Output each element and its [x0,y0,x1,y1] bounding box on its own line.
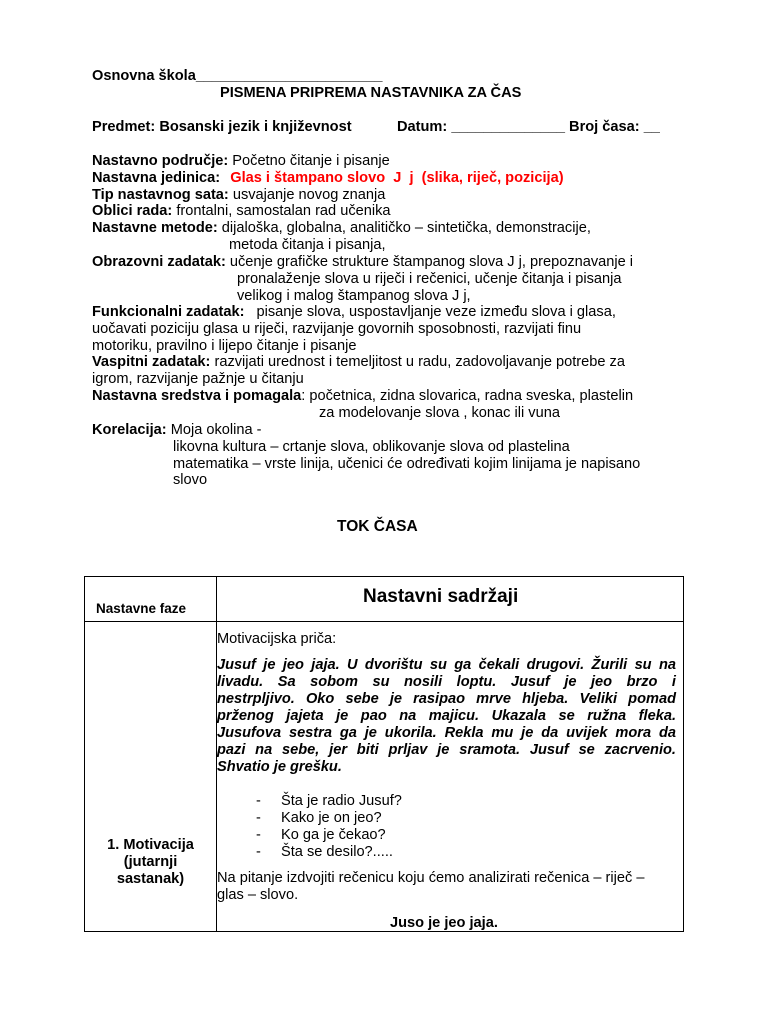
analysis-line-1: Na pitanje izdvojiti rečenicu koju ćemo analizirati rečenica – riječ – [217,870,645,886]
field-unit [92,170,564,187]
upbringing-value: razvijati urednost i temeljitost u radu, zadovoljavanje potrebe za [214,354,625,370]
table-header-divider [85,621,683,622]
school-line: Osnovna škola_______________________ [92,68,383,84]
list-dash: - [256,827,261,843]
edu-value: učenje grafičke strukture štampanog slova J j, prepoznavanje i [229,254,634,270]
methods-value: dijaloška, globalna, analitičko – sintetička, demonstracije, [221,220,591,236]
list-dash: - [256,810,261,826]
date-line [397,119,660,136]
func-value-cont-1: uočavati poziciju glasa u riječi, razvijanje govornih sposobnosti, razvijati finu [92,321,582,337]
correlation-label: Korelacija: [92,422,167,438]
field-tools [92,388,633,405]
analysis-sentence: Juso je jeo jaja. [390,915,498,931]
question-text: Kako je on jeo? [281,810,382,826]
story-line: nestrpljivo. Oko sebe je rasipao mrve hljeba. Veliki pomad [217,691,676,707]
correlation-value-cont-2: matematika – vrste linija, učenici će određivati kojim linijama je napisano [173,456,641,472]
edu-label: Obrazovni zadatak: [92,254,226,270]
methods-value-cont: metoda čitanja i pisanja, [229,237,386,253]
area-label: Nastavno područje: [92,153,229,169]
analysis-line-2: glas – slovo. [217,887,299,903]
correlation-value: Moja okolina - [170,422,262,438]
subject-value: Bosanski jezik i književnost [159,119,352,135]
phase-line-2: (jutarnji [123,854,178,870]
forms-label: Oblici rada: [92,203,173,219]
unit-label: Nastavna jedinica: [92,170,221,186]
field-forms [92,203,391,220]
lesson-number-blank: __ [643,119,660,135]
story-intro: Motivacijska priča: [217,631,337,647]
upbringing-value-cont: igrom, razvijanje pažnje u čitanju [92,371,304,387]
tools-value-cont: za modelovanje slova , konac ili vuna [319,405,560,421]
story-line: prženog jajeta je pao na majicu. Ukazala se ružna fleka. [217,708,676,724]
tools-label: Nastavna sredstva i pomagala [92,388,302,404]
func-value: pisanje slova, uspostavljanje veze između slova i glasa, [256,304,616,320]
phase-line-1: 1. Motivacija [107,837,194,853]
func-value-cont-2: motoriku, pravilno i lijepo čitanje i pisanje [92,338,357,354]
story-line: pazi na sebe, jer biti prljav je sramota. Jusuf se zacrvenio. [217,742,676,758]
subject-label: Predmet: [92,119,156,135]
document-title: PISMENA PRIPREMA NASTAVNIKA ZA ČAS [220,85,522,101]
edu-value-cont-1: pronalaženje slova u riječi i rečenici, učenje čitanja i pisanja [237,271,622,287]
story-line: Shvatio je grešku. [217,759,342,775]
motivation-story [217,657,676,776]
subject-line [92,119,352,136]
phase-line-3: sastanak) [116,871,185,887]
correlation-value-cont-3: slovo [173,472,208,488]
section-title: TOK ČASA [337,518,418,535]
field-edu [92,254,633,271]
col-header-phases: Nastavne faze [96,601,187,616]
unit-value: Glas i štampano slovo J j (slika, riječ, pozicija) [230,170,564,186]
field-func [92,304,616,321]
col-header-contents: Nastavni sadržaji [363,586,519,607]
question-text: Šta je radio Jusuf? [281,793,402,809]
methods-label: Nastavne metode: [92,220,218,236]
story-line: Jusufova sestra ga je ukorila. Rekla mu je da uvijek mora da [217,725,676,741]
lesson-flow-table [84,576,684,932]
field-upbringing [92,354,625,371]
forms-value: frontalni, samostalan rad učenika [176,203,391,219]
type-value: usvajanje novog znanja [232,187,386,203]
lesson-number-label: Broj časa: [569,119,640,135]
question-text: Ko ga je čekao? [281,827,386,843]
date-label: Datum: [397,119,448,135]
story-line: Jusuf je jeo jaja. U dvorištu su ga čekali drugovi. Žurili su na [217,657,676,673]
date-blank: ______________ [451,119,565,135]
upbringing-label: Vaspitni zadatak: [92,354,211,370]
field-area [92,153,390,170]
question-text: Šta se desilo?..... [281,844,393,860]
list-dash: - [256,793,261,809]
correlation-value-cont-1: likovna kultura – crtanje slova, oblikovanje slova od plastelina [173,439,570,455]
field-correlation [92,422,262,439]
list-dash: - [256,844,261,860]
func-label: Funkcionalni zadatak: [92,304,245,320]
story-line: livadu. Sa sobom su nosili loptu. Jusuf je jeo brzo i [217,674,676,690]
area-value: Početno čitanje i pisanje [232,153,390,169]
field-methods [92,220,591,237]
field-type [92,187,385,204]
edu-value-cont-2: velikog i malog štampanog slova J j, [237,288,471,304]
tools-value: : početnica, zidna slovarica, radna sveska, plastelin [301,388,634,404]
type-label: Tip nastavnog sata: [92,187,229,203]
